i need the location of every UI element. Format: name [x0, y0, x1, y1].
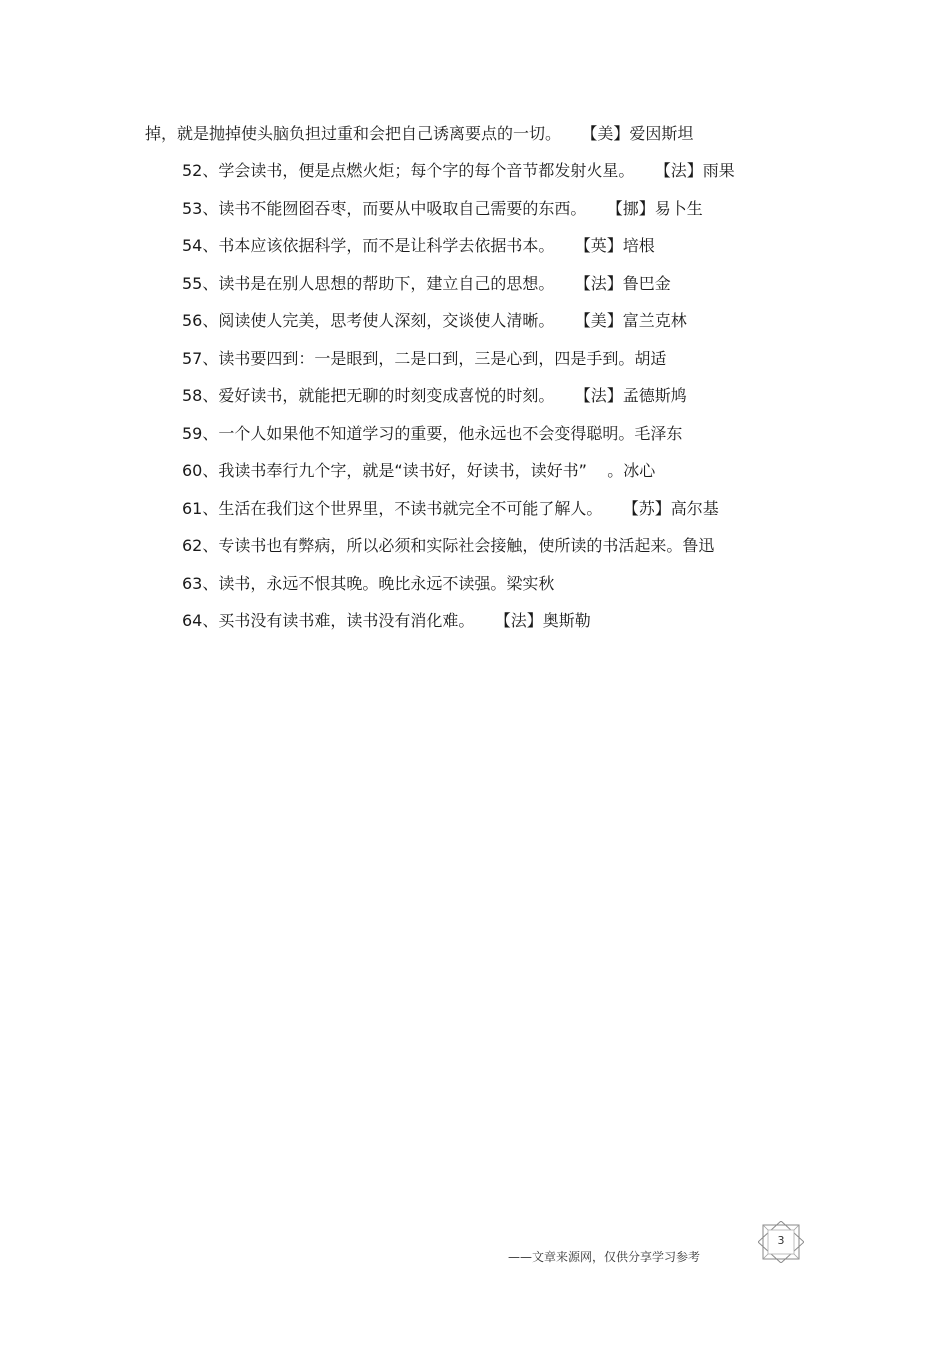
continuation-line: 掉，就是抛掉使头脑负担过重和会把自己诱离要点的一切。 【美】爱因斯坦	[145, 124, 694, 143]
quote-item-63: 63、读书，永远不恨其晚。晚比永远不读强。梁实秋	[182, 573, 555, 593]
quote-item-59: 59、一个人如果他不知道学习的重要，他永远也不会变得聪明。毛泽东	[182, 423, 683, 443]
page-number: 3	[777, 1234, 785, 1247]
page-number-badge	[758, 1221, 804, 1263]
quote-item-56: 56、阅读使人完美，思考使人深刻，交谈使人清晰。 【美】富兰克林	[182, 311, 687, 330]
quote-item-60: 60、我读书奉行九个字，就是“读书好，好读书，读好书” 。冰心	[182, 461, 656, 480]
quote-item-52: 52、学会读书，便是点燃火炬；每个字的每个音节都发射火星。 【法】雨果	[182, 161, 735, 180]
quote-item-53: 53、读书不能囫囵吞枣，而要从中吸取自己需要的东西。 【挪】易卜生	[182, 198, 703, 218]
quote-item-55: 55、读书是在别人思想的帮助下，建立自己的思想。 【法】鲁巴金	[182, 273, 671, 293]
quote-item-58: 58、爱好读书，就能把无聊的时刻变成喜悦的时刻。 【法】孟德斯鸠	[182, 386, 687, 405]
quote-item-61: 61、生活在我们这个世界里，不读书就完全不可能了解人。 【苏】高尔基	[182, 498, 719, 518]
quote-item-54: 54、书本应该依据科学，而不是让科学去依据书本。 【英】培根	[182, 236, 655, 255]
quote-item-64: 64、买书没有读书难，读书没有消化难。 【法】奥斯勒	[182, 611, 591, 630]
quote-list	[182, 161, 735, 649]
quote-item-62: 62、专读书也有弊病，所以必须和实际社会接触，使所读的书活起来。鲁迅	[182, 536, 715, 555]
footer-source-note: ——文章来源网，仅供分享学习参考	[508, 1250, 701, 1264]
quote-item-57: 57、读书要四到：一是眼到，二是口到，三是心到，四是手到。胡适	[182, 348, 667, 368]
